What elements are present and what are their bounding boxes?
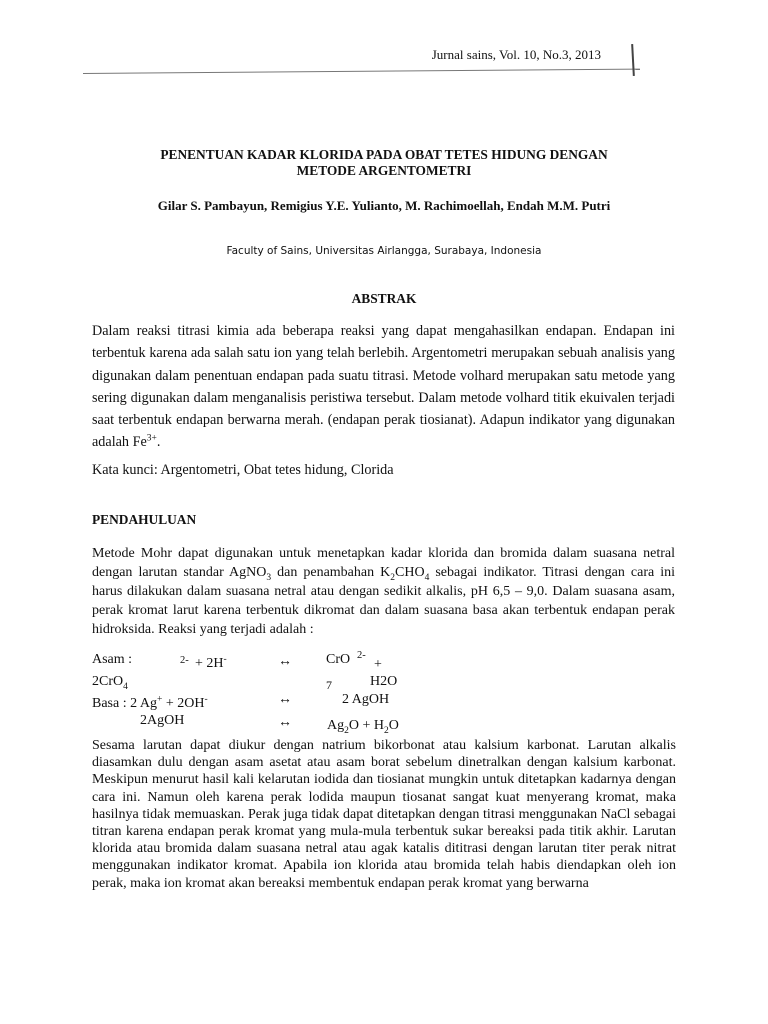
title-line-2: METODE ARGENTOMETRI <box>296 163 472 178</box>
dichromate-seven: 7 <box>326 678 332 692</box>
ag2o-a: Ag <box>327 718 345 733</box>
arrow-1: ↔ <box>278 654 292 669</box>
p1-sub-3: 4 <box>424 572 430 583</box>
plus-sign: + <box>374 657 382 672</box>
cro-text: CrO <box>326 652 351 667</box>
asam-rhs-text: + 2H <box>195 656 224 671</box>
abstract-heading: ABSTRAK <box>351 291 417 306</box>
header-tick-mark <box>631 44 635 76</box>
h-charge: - <box>223 654 227 665</box>
p1-sub-1: 3 <box>266 572 272 583</box>
running-head: Jurnal sains, Vol. 10, No.3, 2013 <box>431 47 601 62</box>
chromate-sub: 4 <box>123 681 128 692</box>
p1-text-c: CHO <box>395 565 425 580</box>
keywords: Kata kunci: Argentometri, Obat tetes hidung, Clorida <box>92 462 394 478</box>
author-list: Gilar S. Pambayun, Remigius Y.E. Yulianto, M. Rachimoellah, Endah M.M. Putri <box>157 198 611 213</box>
fe-charge: 3+ <box>146 433 157 444</box>
ag-charge: + <box>156 694 163 705</box>
title-line-1: PENENTUAN KADAR KLORIDA PADA OBAT TETES HIDUNG DENGAN <box>160 147 608 162</box>
ag2o-b: O + H <box>348 718 384 733</box>
water-product: H2O <box>370 674 398 689</box>
intro-paragraph-1 <box>92 544 675 639</box>
p1-text-b: dan penambahan K <box>271 565 391 580</box>
abstract-text <box>92 320 675 454</box>
basa-equation <box>92 696 208 712</box>
basa-mid: + 2OH <box>162 696 205 711</box>
agoh-reactant: 2AgOH <box>140 713 185 728</box>
chromate-left <box>92 674 128 690</box>
arrow-2: ↔ <box>278 692 292 707</box>
asam-rhs <box>195 656 227 672</box>
cro-charge: 2- <box>357 650 366 661</box>
p1-sub-2: 2 <box>390 572 395 583</box>
abstract-end: . <box>156 434 161 451</box>
chromate-text: 2CrO <box>92 674 124 689</box>
asam-charge: 2- <box>180 655 189 666</box>
affiliation: Faculty of Sains, Universitas Airlangga, Surabaya, Indonesia <box>226 245 542 257</box>
p1-text-a: Metode Mohr dapat digunakan untuk menetapkan kadar klorida dan bromida dalam suasana netral dengan larutan standar AgNO <box>92 546 675 580</box>
asam-label: Asam : <box>92 652 133 667</box>
abstract-body: Dalam reaksi titrasi kimia ada beberapa reaksi yang dapat mengahasilkan endapan. Endapan ini terbentuk karena ada salah satu ion yang telah berlebih. Argentometri merupakan sebuah analisis yang digunakan dalam penentuan endapan pada suatu titrasi. Metode volhard merupakan satu metode yang sering digunakan dalam menganalisis peristiwa tersebut. Dalam metode volhard titik ekuivalen terjadi saat terbentuk endapan berwarna merah. (endapan perak tiosianat). Adapun indikator yang digunakan adalah Fe <box>92 323 675 451</box>
header-rule <box>83 69 640 74</box>
intro-heading: PENDAHULUAN <box>92 512 197 527</box>
arrow-3: ↔ <box>278 715 292 730</box>
oh-charge: - <box>204 694 208 705</box>
agoh-product: 2 AgOH <box>342 692 390 707</box>
p1-text-d: sebagai indikator. Titrasi dengan cara ini harus dilakukan dalam suasana netral atau dengan sedikit alkalis, pH 6,5 – 9,0. Dalam suasana asam, perak kromat larut karena terbentuk dikromat dan dalam suasana basa akan terbentuk endapan perak hidroksida. Reaksi yang terjadi adalah : <box>92 565 676 637</box>
silver-oxide-product <box>327 718 399 734</box>
article-title <box>92 147 676 179</box>
basa-label: Basa : 2 Ag <box>92 696 157 711</box>
ag2o-c: O <box>388 718 399 733</box>
h2o-sub: 2 <box>384 725 389 736</box>
intro-paragraph-2: Sesama larutan dapat diukur dengan natrium bikorbonat atau kalsium karbonat. Larutan alkalis diasamkan dulu dengan asam asetat atau asam borat sebelum dinetralkan dengan kalsium karbonat. Meskipun menurut hasil kali kelarutan iodida dan tiosianat mungkin untuk ditetapkan kadarnya dengan cara ini. Namun oleh karena perak lodida maupun tiosanat sangat kuat menyerang kromat, maka hasilnya tidak memuaskan. Perak juga tidak dapat ditetapkan dengan titrasi menggunakan NaCl sebagai titran karena endapan perak kromat yang mula-mula terbentuk sukar bereaksi pada titik akhir. Larutan klorida atau bromida dalam suasana netral atau agak katalis dititrasi dengan larutan titer perak nitrat menggunakan indikator kromat. Apabila ion klorida atau bromida telah habis diendapkan oleh ion perak, maka ion kromat akan bereaksi membentuk endapan perak kromat yang berwarna <box>92 738 676 891</box>
ag2o-sub: 2 <box>344 725 349 736</box>
